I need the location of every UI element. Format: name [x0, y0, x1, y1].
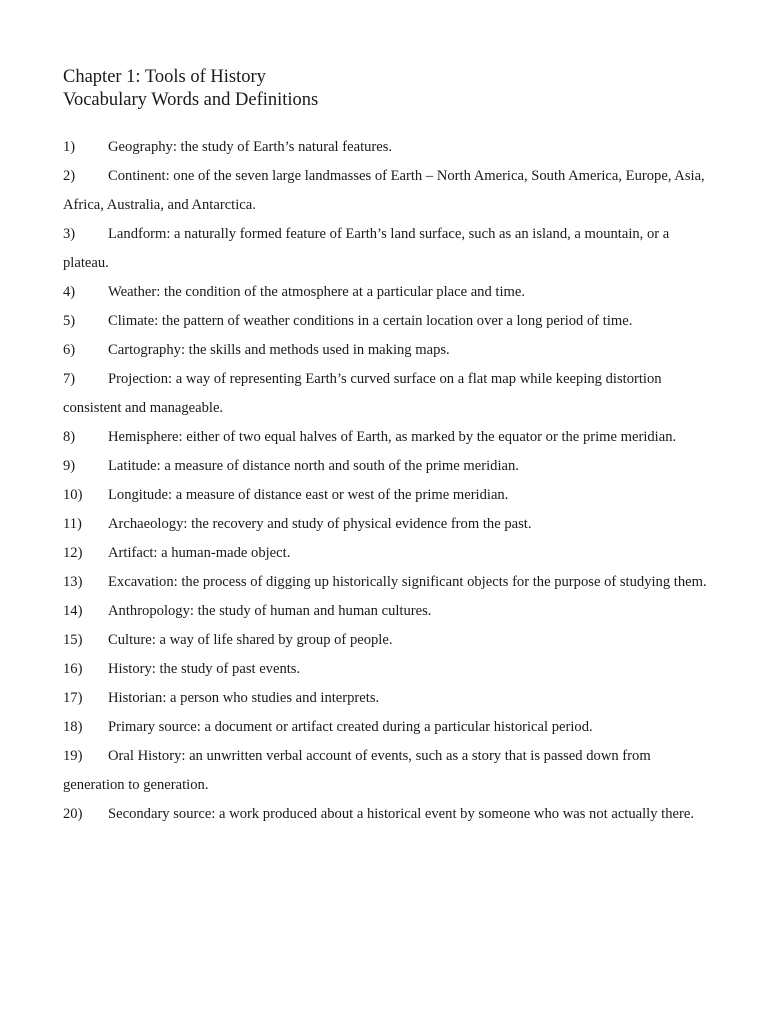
item-number: 4)	[63, 284, 76, 300]
list-item	[63, 278, 713, 307]
item-number: 3)	[63, 226, 76, 242]
list-item	[63, 568, 713, 597]
item-text: Longitude: a measure of distance east or west of the prime meridian.	[108, 487, 509, 503]
item-number: 6)	[63, 342, 76, 358]
list-item	[63, 510, 713, 539]
item-number: 5)	[63, 313, 76, 329]
item-text: Landform: a naturally formed feature of Earth’s land surface, such as an island, a mountain, or a plateau.	[63, 226, 670, 271]
vocabulary-list	[63, 133, 713, 829]
item-text: Artifact: a human-made object.	[108, 545, 291, 561]
item-number: 11)	[63, 516, 82, 532]
item-text: Culture: a way of life shared by group of people.	[108, 632, 393, 648]
item-number: 9)	[63, 458, 76, 474]
list-item	[63, 481, 713, 510]
item-text: Primary source: a document or artifact created during a particular historical period.	[108, 719, 593, 735]
list-item	[63, 713, 713, 742]
list-item	[63, 162, 713, 220]
item-text: Continent: one of the seven large landmasses of Earth – North America, South America, Europe, Asia, Africa, Australia, and Antarctica.	[63, 168, 705, 213]
item-text: Weather: the condition of the atmosphere at a particular place and time.	[108, 284, 526, 300]
item-number: 2)	[63, 168, 76, 184]
item-number: 13)	[63, 574, 83, 590]
item-number: 18)	[63, 719, 83, 735]
title-line-2: Vocabulary Words and Definitions	[63, 90, 319, 110]
list-item	[63, 539, 713, 568]
list-item	[63, 452, 713, 481]
page-title	[63, 66, 713, 112]
document-page	[63, 66, 713, 829]
item-text: Geography: the study of Earth’s natural features.	[108, 139, 393, 155]
list-item	[63, 133, 713, 162]
item-text: Cartography: the skills and methods used in making maps.	[108, 342, 450, 358]
item-text: Archaeology: the recovery and study of physical evidence from the past.	[108, 516, 532, 532]
item-text: Projection: a way of representing Earth’s curved surface on a flat map while keeping distortion consistent and manageable.	[63, 371, 662, 416]
list-item	[63, 742, 713, 800]
list-item	[63, 220, 713, 278]
list-item	[63, 626, 713, 655]
item-number: 16)	[63, 661, 83, 677]
list-item	[63, 365, 713, 423]
item-number: 14)	[63, 603, 83, 619]
item-text: Anthropology: the study of human and human cultures.	[108, 603, 432, 619]
item-number: 7)	[63, 371, 76, 387]
item-text: History: the study of past events.	[108, 661, 301, 677]
item-text: Hemisphere: either of two equal halves of Earth, as marked by the equator or the prime meridian.	[108, 429, 677, 445]
item-text: Secondary source: a work produced about a historical event by someone who was not actually there.	[108, 806, 694, 822]
title-line-1: Chapter 1: Tools of History	[63, 67, 266, 87]
item-number: 12)	[63, 545, 83, 561]
item-number: 15)	[63, 632, 83, 648]
item-text: Historian: a person who studies and interprets.	[108, 690, 380, 706]
list-item	[63, 597, 713, 626]
list-item	[63, 655, 713, 684]
item-number: 19)	[63, 748, 83, 764]
list-item	[63, 336, 713, 365]
list-item	[63, 800, 713, 829]
list-item	[63, 423, 713, 452]
item-text: Excavation: the process of digging up historically significant objects for the purpose of studying them.	[108, 574, 707, 590]
list-item	[63, 307, 713, 336]
item-number: 1)	[63, 139, 76, 155]
list-item	[63, 684, 713, 713]
item-number: 17)	[63, 690, 83, 706]
item-text: Climate: the pattern of weather conditions in a certain location over a long period of time.	[108, 313, 633, 329]
item-text: Oral History: an unwritten verbal account of events, such as a story that is passed down from generation to generation.	[63, 748, 651, 793]
item-text: Latitude: a measure of distance north and south of the prime meridian.	[108, 458, 519, 474]
item-number: 10)	[63, 487, 83, 503]
item-number: 8)	[63, 429, 76, 445]
item-number: 20)	[63, 806, 83, 822]
